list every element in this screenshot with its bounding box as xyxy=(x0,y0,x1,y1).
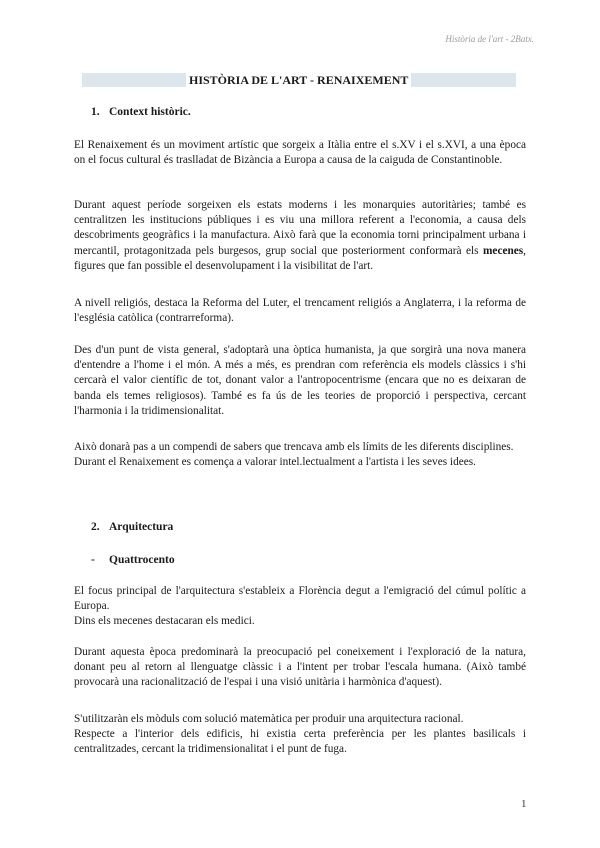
subsection-title: Quattrocento xyxy=(109,554,175,566)
section-number: 2. xyxy=(91,521,100,533)
section-title: Arquitectura xyxy=(109,521,174,533)
paragraph-religion: A nivell religiós, destaca la Reforma del Luter, el trencament religiós a Anglaterra, i la reforma de l'església catòlica (contrarreforma). xyxy=(74,297,526,325)
text-line: S'utilitzaràn els mòduls com solució matemàtica per produir una arquitectura racional. xyxy=(74,713,464,725)
text-line: Això donarà pas a un compendi de sabers que trencava amb els límits de les diferents disciplines. xyxy=(74,441,514,453)
running-header: Història de l'art - 2Batx. xyxy=(445,34,534,44)
text-run: Durant aquest període sorgeixen els estats moderns i les monarquies autoritàries; també es centralitzen les institucions públiques i es viu una millora referent a l'economia, a causa dels descobriments geogràfics i la manufactura. Això farà que la economia torni principalment urbana i mercantil, protagonitzada pels burgesos, grup social que posteriorment conformarà els xyxy=(74,199,526,257)
bold-term-mecenes: mecenes xyxy=(483,244,524,257)
paragraph-intro: El Renaixement és un moviment artístic que sorgeix a Itàlia entre el s.XV i el s.XVI, a una època on el focus cultural és traslladat de Bizància a Europa a causa de la caiguda de Constantinoble. xyxy=(74,139,526,167)
text-line: El focus principal de l'arquitectura s'estableix a Florència degut a l'emigració del cúmul polític a Europa. xyxy=(74,585,526,613)
bullet-dash: - xyxy=(91,554,95,566)
paragraph-humanism: Des d'un punt de vista general, s'adoptarà una òptica humanista, ja que sorgirà una nova manera d'entendre a l'home i el món. A més a més, es prendran com referència els models clàssics i s'hi cercarà el valor científic de tot, donant valor a l'antropocentrisme (encara que no es deixaran de banda els temes religiosos). També es fa ús de les teories de proporció i perspectiva, cercant l'harmonia i la tridimensionalitat. xyxy=(74,344,526,417)
paragraph-nature: Durant aquesta època predominarà la preocupació pel coneixement i l'exploració de la natura, donant peu al retorn al llenguatge clàssic i a l'intent per trobar l'escala humana. (Això també provocarà una racionalització de l'espai i una visió unitària i harmònica d'aquest). xyxy=(74,646,526,689)
text-run: , figures que fan possible el desenvolupament i la visibilitat de l'art. xyxy=(74,244,526,272)
section-title: Context històric. xyxy=(109,106,191,118)
page-number: 1 xyxy=(521,798,527,810)
section-heading-context xyxy=(91,105,191,119)
text-line: Respecte a l'interior dels edificis, hi existia certa preferència per les plantes basilicals i centralitzades, cercant la tridimensionalitat i el punt de fuga. xyxy=(74,728,526,756)
paragraph-states xyxy=(74,198,526,274)
section-heading-architecture xyxy=(91,520,173,534)
paragraph-modules xyxy=(74,712,526,758)
section-number: 1. xyxy=(91,106,100,118)
paragraph-knowledge xyxy=(74,440,526,470)
text-line: Dins els mecenes destacaran els medici. xyxy=(74,615,255,628)
text-line: Durant el Renaixement es comença a valorar intel.lectualment a l'artista i les seves idees. xyxy=(74,456,476,469)
paragraph-florence xyxy=(74,584,526,630)
page-title: HISTÒRIA DE L'ART - RENAIXEMENT xyxy=(186,72,411,88)
subsection-heading-quattrocento xyxy=(91,553,175,567)
